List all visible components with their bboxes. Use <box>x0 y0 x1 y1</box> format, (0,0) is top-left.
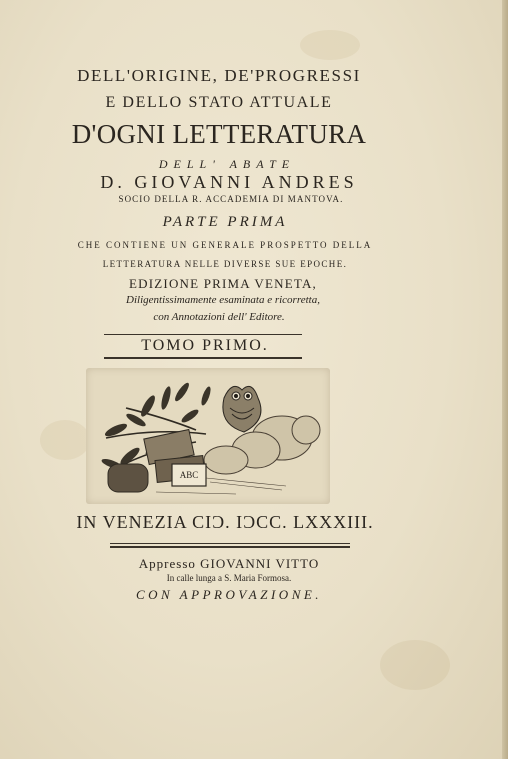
page-edge <box>502 0 508 759</box>
paper-stain <box>380 640 450 690</box>
printer-name: Appresso GIOVANNI VITTO <box>138 556 320 571</box>
author-affiliation: SOCIO DELLA R. ACCADEMIA DI MANTOVA. <box>118 194 344 204</box>
approval-statement: CON APPROVAZIONE. <box>135 587 323 602</box>
part-heading: PARTE PRIMA <box>162 214 288 230</box>
contents-line-1: CHE CONTIENE UN GENERALE PROSPETTO DELLA <box>77 240 373 250</box>
vignette-tag-text: ABC <box>179 470 199 480</box>
rule-imprint-1 <box>110 543 350 544</box>
imprint-place-date: IN VENEZIA CIƆ. IƆCC. LXXXIII. <box>76 512 374 532</box>
author-name: D. GIOVANNI ANDRES <box>100 172 358 192</box>
vignette-illustration <box>86 368 330 504</box>
paper-stain <box>40 420 90 460</box>
rule-imprint-2 <box>110 546 350 548</box>
printer-address: In calle lunga a S. Maria Formosa. <box>166 573 292 583</box>
title-line-1: DELL'ORIGINE, DE'PROGRESSI <box>77 66 361 85</box>
byline: DELL' ABATE <box>158 157 296 171</box>
engraved-vignette <box>86 368 330 504</box>
title-line-2: E DELLO STATO ATTUALE <box>105 94 333 111</box>
edition-note-2: con Annotazioni dell' Editore. <box>153 311 285 323</box>
paper-stain <box>300 30 360 60</box>
volume-label: TOMO PRIMO. <box>141 337 269 354</box>
edition-statement: EDIZIONE PRIMA VENETA, <box>129 276 317 291</box>
rule-top <box>104 334 302 335</box>
rule-bottom <box>104 357 302 359</box>
title-line-3: D'OGNI LETTERATURA <box>71 119 367 149</box>
edition-note-1: Diligentissimamente esaminata e ricorretta, <box>126 294 320 306</box>
contents-line-2: LETTERATURA NELLE DIVERSE SUE EPOCHE. <box>102 259 348 269</box>
